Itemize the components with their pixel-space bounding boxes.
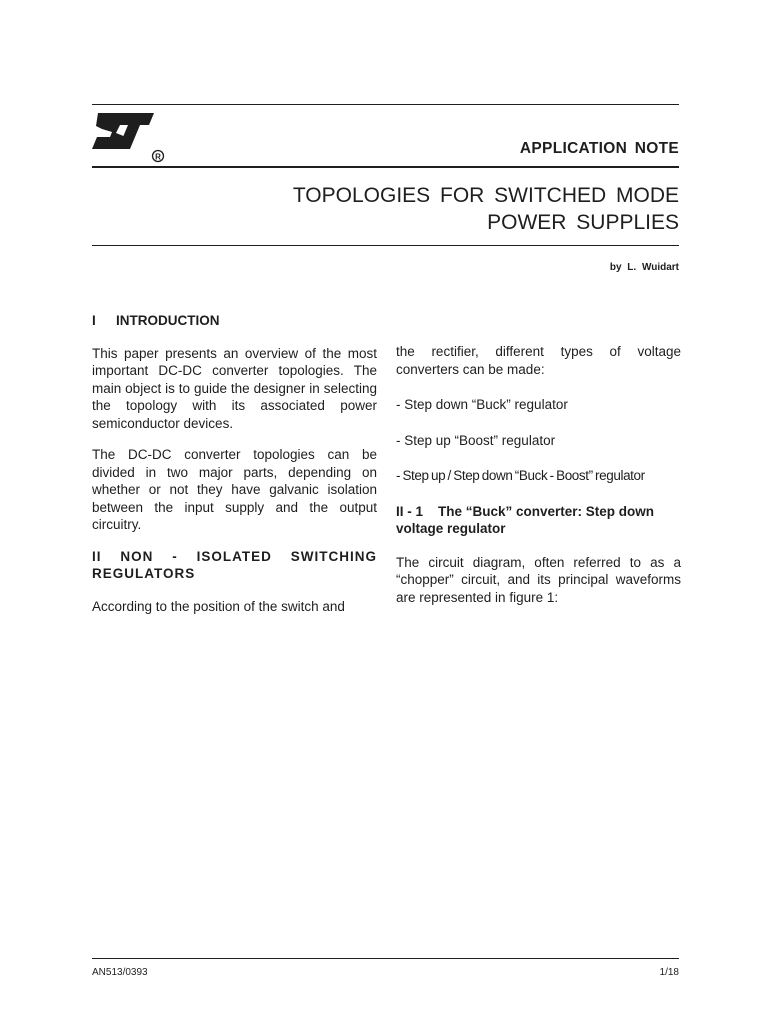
introduction-heading-text: INTRODUCTION [116,313,220,328]
section-2-paragraph: According to the position of the switch and [92,598,345,614]
st-logo-icon [90,113,168,163]
intro-paragraph-1: This paper presents an overview of the most important DC-DC converter topologies. The main object is to guide the designer in selecting the topology with its associated power semiconductor devices. [92,345,377,431]
footer-rule [92,958,679,959]
top-rule [92,104,679,105]
list-item-buck: - Step down “Buck” regulator [396,397,568,412]
title-line-2: POWER SUPPLIES [487,211,679,234]
document-title [293,182,679,236]
page-number: 1/18 [659,967,679,978]
right-column [396,343,681,606]
subsection-heading: II - 1 The “Buck” converter: Step down voltage regulator [396,503,658,536]
list-item-boost: - Step up “Boost” regulator [396,432,556,448]
list-item-buck-boost: - Step up / Step down “Buck - Boost” regulator [396,468,645,483]
introduction-heading-number: I [92,313,96,328]
svg-text:R: R [155,152,161,162]
introduction-heading [92,312,377,330]
rectifier-paragraph: the rectifier, different types of voltage converters can be made: [396,344,681,377]
title-rule [92,245,679,246]
application-note-label: APPLICATION NOTE [519,140,679,157]
header-rule [92,166,679,168]
title-line-1: TOPOLOGIES FOR SWITCHED MODE [292,184,679,207]
left-column [92,312,377,615]
intro-paragraph-2: The DC-DC converter topologies can be divided in two major parts, depending on whether or not they have galvanic isolation between the input supply and the output circuitry. [92,447,377,532]
circuit-diagram-paragraph: The circuit diagram, often referred to as a “chopper” circuit, and its principal waveforms are represented in figure 1: [396,554,681,605]
section-2-heading: II NON - ISOLATED SWITCHING REGULATORS [92,548,377,581]
author-line: by L. Wuidart [609,262,679,273]
document-code: AN513/0393 [92,967,148,978]
